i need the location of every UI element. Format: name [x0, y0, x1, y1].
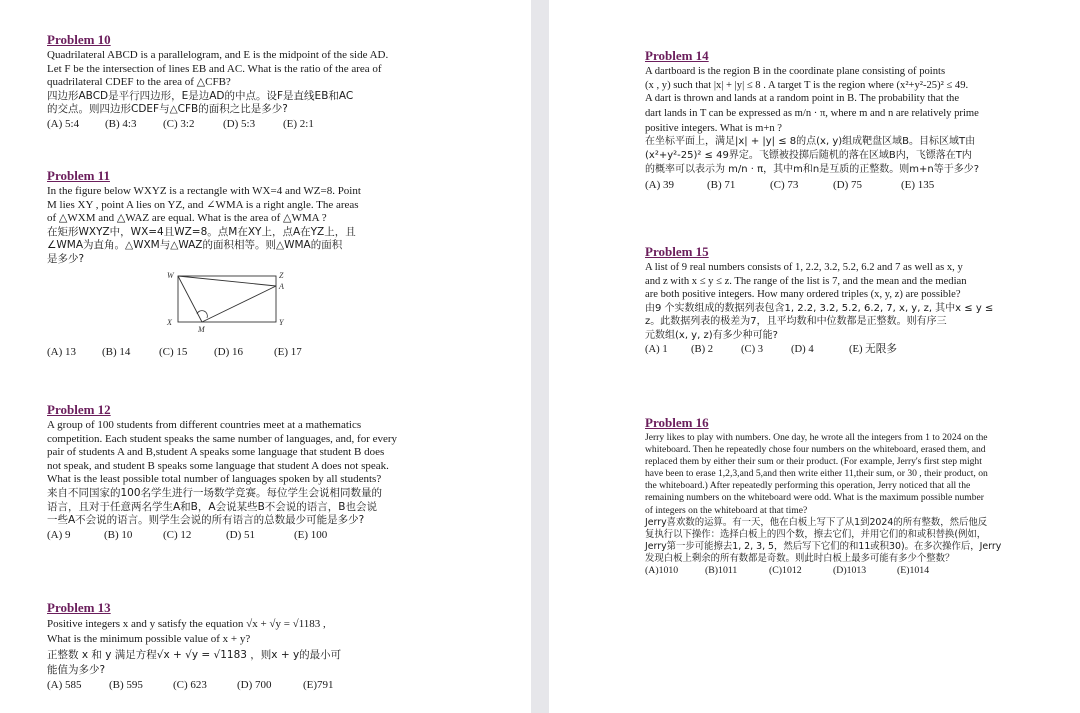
label-y: Y — [279, 318, 284, 327]
problem-text: In the figure below WXYZ is a rectangle with WX=4 and WZ=8. Point — [47, 185, 361, 197]
problem-text: quadrilateral CDEF to the area of △CFB? — [47, 76, 231, 89]
problem-text: whiteboard. Then he repeatedly chose four numbers on the whiteboard, erased them, and — [645, 444, 986, 456]
choice-c: (C) 623 — [173, 679, 207, 691]
problem-text: dart lands in T can be expressed as m/n · π, where m and n are relatively prime — [645, 107, 979, 119]
problem-text: Let F be the intersection of lines EB and AC. What is the ratio of the area of — [47, 62, 382, 75]
choice-c: (C) 73 — [770, 179, 799, 192]
label-w: W — [167, 271, 174, 280]
rectangle-wxyz — [178, 276, 276, 322]
problem-text: remaining numbers on the whiteboard were odd. What is the maximum possible number — [645, 492, 984, 504]
problem-16 — [645, 415, 1075, 577]
answer-choices — [645, 178, 1065, 192]
choice-b: (B) 2 — [691, 343, 714, 355]
choice-e: (E) 135 — [901, 179, 935, 192]
choice-b: (B) 14 — [102, 346, 131, 358]
choice-e: (E) 17 — [274, 346, 302, 358]
answer-choices — [47, 345, 302, 359]
problem-title: Problem 14 — [645, 48, 709, 63]
choice-a: (A) 5:4 — [47, 117, 80, 130]
label-x: X — [167, 318, 172, 327]
problem-11 — [47, 168, 517, 267]
problem-text: A dartboard is the region B in the coordinate plane consisting of points — [645, 66, 946, 77]
problem-text-zh: 元数组(x, y, z)有多少种可能? — [645, 329, 778, 341]
problem-text-zh: 在矩形WXYZ中，WX=4且WZ=8。点M在XY上，点A在YZ上，且 — [47, 225, 356, 238]
problem-text: positive integers. What is m+n ? — [645, 122, 782, 134]
problem-title: Problem 15 — [645, 244, 709, 259]
choice-c: (C) 12 — [163, 528, 192, 541]
problem-text-zh: Jerry第一步可能擦去1, 2, 3, 5，然后写下它们的和11或积30)。在多次操作后，Jerry — [645, 540, 1002, 552]
choice-d: (D) 700 — [237, 679, 272, 691]
choice-a: (A) 585 — [47, 679, 82, 691]
problem-title: Problem 11 — [47, 168, 110, 183]
segment-wm — [178, 276, 202, 322]
problem-text: competition. Each student speaks the same number of languages, and, for every — [47, 432, 398, 445]
problem-text: Jerry likes to play with numbers. One day, he wrote all the integers from 1 to 2024 on the — [645, 432, 988, 443]
problem-text-zh: 发现白板上剩余的所有数都是奇数。则此时白板上最多可能有多少个整数？ — [645, 552, 955, 564]
problem-text-zh: 的交点。则四边形CDEF与△CFB的面积之比是多少? — [47, 103, 288, 116]
answer-choices — [47, 528, 517, 542]
problem-text: of △WXM and △WAZ are equal. What is the area of △WMA ? — [47, 212, 327, 225]
problem-text: Positive integers x and y satisfy the equation √x + √y = √1183 , — [47, 618, 326, 630]
left-page — [0, 0, 531, 713]
answer-choices — [47, 678, 517, 692]
problem-10 — [47, 32, 517, 131]
choice-c: (C) 3:2 — [163, 117, 195, 130]
problem-11-choices — [47, 345, 302, 359]
choice-e: (E) 100 — [294, 528, 328, 541]
problem-text-zh: 是多少? — [47, 252, 85, 265]
choice-a: (A)1010 — [645, 565, 679, 577]
problem-text-zh: Jerry喜欢数的运算。有一天，他在白板上写下了从1到2024的所有整数，然后他反 — [645, 516, 988, 528]
problem-title: Problem 13 — [47, 600, 111, 615]
choice-b: (B) 595 — [109, 679, 143, 691]
choice-d: (D) 75 — [833, 179, 863, 192]
choice-d: (D) 5:3 — [223, 117, 256, 130]
problem-text-zh: 四边形ABCD是平行四边形，E是边AD的中点。设F是直线EB和AC — [47, 89, 354, 102]
problem-text: A dart is thrown and lands at a random point in B. The probability that the — [645, 93, 960, 105]
choice-a: (A) 39 — [645, 179, 675, 192]
problem-text: A list of 9 real numbers consists of 1, 2.2, 3.2, 5.2, 6.2 and 7 as well as x, y — [645, 262, 963, 273]
problem-text: have been to erase 1,2,3,and 5,and then write either 11,their sum, or 30 , their product, on — [645, 468, 988, 480]
problem-15 — [645, 244, 1065, 357]
answer-choices — [645, 565, 1075, 577]
right-angle-mark — [197, 311, 207, 318]
choice-c: (C) 3 — [741, 343, 764, 355]
rectangle-figure — [164, 268, 294, 334]
segment-ma — [202, 286, 276, 322]
choice-d: (D) 51 — [226, 528, 256, 541]
problem-text: are both positive integers. How many ordered triples (x, y, z) are possible? — [645, 289, 961, 301]
problem-text: and z with x ≤ y ≤ z. The range of the list is 7, and the mean and the median — [645, 275, 967, 287]
problem-text-zh: (x²+y²-25)² ≤ 49界定。飞镖被投掷后随机的落在区域B内，飞镖落在T内 — [645, 149, 972, 161]
problem-text-zh: 的概率可以表示为 m/n · π，其中m和n是互质的正整数。则m+n等于多少? — [645, 163, 980, 175]
problem-text: not speak, and student B speaks some language that student A does not speak. — [47, 459, 389, 472]
right-page — [549, 0, 1080, 713]
choice-a: (A) 13 — [47, 346, 77, 358]
problem-title: Problem 16 — [645, 415, 709, 430]
problem-text: the whiteboard.) After repeatedly performing this operation, Jerry noticed that all the — [645, 480, 971, 492]
problem-title: Problem 12 — [47, 402, 111, 417]
problem-text-zh: 能值为多少? — [47, 664, 106, 676]
answer-choices — [645, 343, 1065, 357]
problem-text-zh: ∠WMA为直角。△WXM与△WAZ的面积相等。则△WMA的面积 — [47, 239, 343, 252]
choice-c: (C) 15 — [159, 346, 188, 358]
problem-text: (x , y) such that |x| + |y| ≤ 8 . A target T is the region where (x²+y²-25)² ≤ 49. — [645, 79, 969, 91]
choice-b: (B) 10 — [104, 528, 133, 541]
label-a: A — [279, 282, 284, 291]
choice-e: (E) 无限多 — [849, 343, 897, 355]
choice-e: (E) 2:1 — [283, 117, 314, 130]
segment-wa — [178, 276, 276, 286]
choice-e: (E)791 — [303, 679, 334, 691]
problem-text: What is the least possible total number of languages spoken by all students? — [47, 473, 382, 486]
problem-text-zh: 来自不同国家的100名学生进行一场数学竞赛。每位学生会说相同数量的 — [47, 486, 383, 499]
problem-title: Problem 10 — [47, 32, 111, 47]
problem-text-zh: z。此数据列表的极差为7，且平均数和中位数都是正整数。则有序三 — [645, 316, 947, 328]
label-m: M — [198, 325, 205, 334]
problem-text-zh: 由9 个实数组成的数据列表包含1, 2.2, 3.2, 5.2, 6.2, 7, x, y, z, 其中x ≤ y ≤ — [645, 302, 994, 314]
problem-text: A group of 100 students from different countries meet at a mathematics — [47, 419, 362, 431]
problem-text: What is the minimum possible value of x + y? — [47, 633, 251, 645]
choice-e: (E)1014 — [897, 565, 930, 577]
choice-d: (D) 16 — [214, 346, 244, 358]
label-z: Z — [279, 271, 284, 280]
problem-text-zh: 复执行以下操作：选择白板上的四个数，擦去它们，并用它们的和或积替换(例如， — [645, 528, 987, 540]
choice-d: (D) 4 — [791, 343, 814, 355]
problem-text: M lies XY , point A lies on YZ, and ∠WMA is a right angle. The areas — [47, 198, 359, 211]
choice-a: (A) 9 — [47, 528, 71, 541]
choice-b: (B)1011 — [705, 565, 738, 577]
problem-14 — [645, 48, 1065, 192]
choice-c: (C)1012 — [769, 565, 802, 577]
choice-b: (B) 4:3 — [105, 117, 137, 130]
answer-choices — [47, 117, 517, 131]
problem-text-zh: 语言，且对于任意两名学生A和B，A会说某些B不会说的语言，B也会说 — [47, 500, 377, 513]
problem-text-zh: 一些A不会说的语言。则学生会说的所有语言的总数最少可能是多少? — [47, 514, 365, 527]
problem-text-zh: 正整数 x 和 y 满足方程√x + √y = √1183 ，则x + y的最小可 — [47, 649, 342, 661]
problem-13 — [47, 600, 517, 692]
problem-text: pair of students A and B,student A speaks some language that student B does — [47, 446, 385, 459]
problem-text-zh: 在坐标平面上，满足|x| + |y| ≤ 8的点(x, y)组成靶盘区域B。目标区域T由 — [645, 136, 976, 148]
choice-b: (B) 71 — [707, 179, 736, 192]
choice-d: (D)1013 — [833, 565, 867, 577]
problem-12 — [47, 402, 517, 542]
problem-text: Quadrilateral ABCD is a parallelogram, and E is the midpoint of the side AD. — [47, 49, 389, 61]
choice-a: (A) 1 — [645, 343, 668, 355]
problem-text: replaced them by either their sum or their product. (For example, Jerry's first step might — [645, 456, 982, 468]
problem-text: of integers on the whiteboard at that time? — [645, 504, 808, 516]
